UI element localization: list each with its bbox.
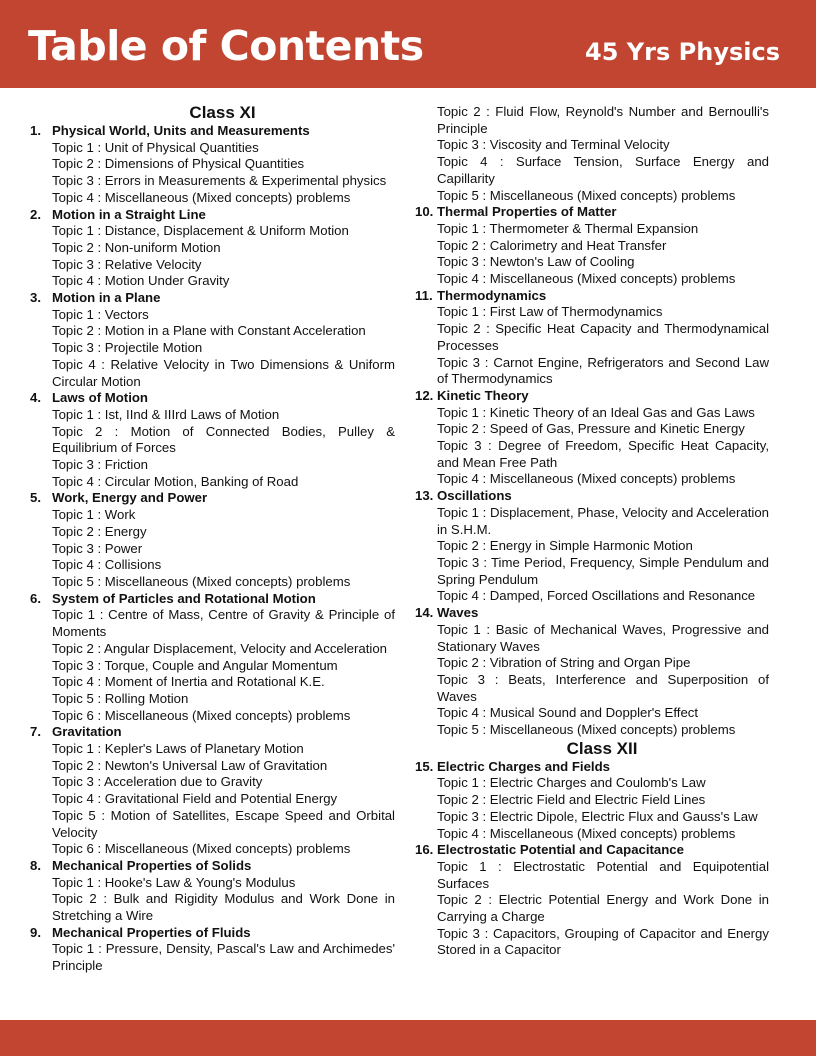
- topic-item[interactable]: Topic 4 : Miscellaneous (Mixed concepts) problems: [437, 271, 736, 287]
- topic-item[interactable]: Topic 1 : Kepler's Laws of Planetary Motion: [52, 741, 304, 757]
- topic-item[interactable]: Topic 3 : Torque, Couple and Angular Momentum: [52, 657, 338, 673]
- class-heading-xii: Class XII: [566, 738, 638, 758]
- topic-item[interactable]: Topic 2 : Calorimetry and Heat Transfer: [437, 237, 667, 253]
- chapter-title: Mechanical Properties of Fluids: [52, 924, 251, 940]
- chapter-heading[interactable]: [415, 842, 769, 859]
- chapter-number: 11.: [415, 287, 433, 303]
- chapter-title: Motion in a Straight Line: [52, 206, 206, 222]
- chapter-number: 1.: [30, 123, 41, 138]
- chapter-title: System of Particles and Rotational Motion: [52, 590, 316, 606]
- topic-item[interactable]: Topic 3 : Beats, Interference and Superposition of Waves: [437, 671, 769, 704]
- topic-item[interactable]: Topic 4 : Circular Motion, Banking of Road: [52, 473, 299, 489]
- chapter-number: 9.: [30, 924, 41, 940]
- chapter-number: 3.: [30, 290, 41, 306]
- topic-item[interactable]: Topic 1 : First Law of Thermodynamics: [437, 304, 663, 320]
- topic-item[interactable]: Topic 2 : Angular Displacement, Velocity and Acceleration: [52, 640, 388, 656]
- chapter-list: [30, 123, 395, 975]
- chapter-heading[interactable]: [30, 123, 395, 140]
- chapter-heading[interactable]: [415, 388, 769, 405]
- topic-item[interactable]: Topic 1 : Electrostatic Potential and Equipotential Surfaces: [437, 858, 769, 891]
- topic-item[interactable]: Topic 1 : Kinetic Theory of an Ideal Gas and Gas Laws: [437, 404, 755, 420]
- topic-item[interactable]: Topic 4 : Moment of Inertia and Rotational K.E.: [52, 674, 325, 690]
- topic-item[interactable]: Topic 1 : Unit of Physical Quantities: [52, 139, 259, 155]
- topic-item[interactable]: Topic 3 : Electric Dipole, Electric Flux and Gauss's Law: [437, 808, 758, 824]
- chapter-title: Electrostatic Potential and Capacitance: [437, 842, 684, 858]
- topic-item[interactable]: Topic 4 : Miscellaneous (Mixed concepts) problems: [437, 471, 736, 487]
- topic-item[interactable]: Topic 2 : Electric Field and Electric Field Lines: [437, 792, 706, 808]
- chapter-number: 6.: [30, 590, 41, 606]
- topic-item[interactable]: Topic 1 : Thermometer & Thermal Expansion: [437, 220, 699, 236]
- topic-item[interactable]: Topic 2 : Motion in a Plane with Constant Acceleration: [52, 323, 366, 339]
- chapter-title: Thermodynamics: [437, 287, 547, 303]
- chapter-title: Laws of Motion: [52, 390, 148, 406]
- topic-item[interactable]: Topic 4 : Musical Sound and Doppler's Effect: [437, 705, 699, 721]
- topic-item[interactable]: Topic 4 : Surface Tension, Surface Energy and Capillarity: [437, 154, 769, 186]
- page-title: Table of Contents: [28, 22, 424, 70]
- left-column: [30, 103, 395, 975]
- chapter-heading[interactable]: [415, 605, 769, 622]
- topic-item[interactable]: Topic 4 : Relative Velocity in Two Dimensions & Uniform Circular Motion: [52, 356, 395, 389]
- chapter-number: 4.: [30, 390, 41, 406]
- topic-item[interactable]: Topic 3 : Newton's Law of Cooling: [437, 254, 635, 270]
- topic-item[interactable]: Topic 4 : Damped, Forced Oscillations and Resonance: [437, 588, 756, 604]
- chapter-heading[interactable]: [415, 288, 769, 305]
- topic-item[interactable]: Topic 6 : Miscellaneous (Mixed concepts) problems: [52, 841, 351, 857]
- chapter-heading[interactable]: [30, 490, 395, 507]
- chapter-number: 13.: [415, 488, 434, 504]
- chapter-number: 7.: [30, 724, 41, 740]
- topic-item[interactable]: Topic 2 : Dimensions of Physical Quantities: [52, 156, 305, 172]
- topic-item[interactable]: Topic 3 : Carnot Engine, Refrigerators and Second Law of Thermodynamics: [437, 354, 769, 387]
- chapter-number: 5.: [30, 490, 41, 506]
- topic-item[interactable]: Topic 3 : Acceleration due to Gravity: [52, 774, 263, 790]
- book-subtitle: 45 Yrs Physics: [585, 38, 780, 66]
- topic-item[interactable]: Topic 1 : Basic of Mechanical Waves, Progressive and Stationary Waves: [437, 621, 769, 654]
- topic-item[interactable]: Topic 1 : Hooke's Law & Young's Modulus: [52, 874, 296, 890]
- topic-item[interactable]: Topic 6 : Miscellaneous (Mixed concepts) problems: [52, 707, 351, 723]
- topic-item[interactable]: Topic 2 : Non-uniform Motion: [52, 239, 221, 255]
- topic-item[interactable]: Topic 3 : Power: [52, 540, 143, 556]
- right-column: [415, 104, 769, 959]
- header-banner: [0, 0, 816, 88]
- topic-item[interactable]: Topic 1 : Work: [52, 507, 136, 523]
- topic-item[interactable]: Topic 4 : Collisions: [52, 557, 162, 573]
- chapter-heading[interactable]: [30, 858, 395, 875]
- chapter-number: 15.: [415, 758, 434, 774]
- topic-item[interactable]: Topic 3 : Relative Velocity: [52, 256, 202, 272]
- topic-item[interactable]: Topic 3 : Friction: [52, 457, 149, 473]
- chapter-heading[interactable]: [415, 759, 769, 776]
- continued-topic-list: [415, 104, 769, 204]
- chapter-number: 2.: [30, 206, 41, 222]
- chapter-title: Mechanical Properties of Solids: [52, 857, 252, 873]
- topic-item[interactable]: Topic 2 : Fluid Flow, Reynold's Number and Bernoulli's Principle: [437, 104, 769, 136]
- chapter-heading[interactable]: [30, 925, 395, 942]
- topic-item[interactable]: Topic 3 : Errors in Measurements & Experimental physics: [52, 173, 387, 189]
- topic-item[interactable]: Topic 4 : Gravitational Field and Potential Energy: [52, 791, 338, 807]
- topic-item[interactable]: Topic 2 : Electric Potential Energy and Work Done in Carrying a Charge: [437, 892, 769, 925]
- chapter-number: 8.: [30, 857, 41, 873]
- topic-item[interactable]: Topic 2 : Specific Heat Capacity and Thermodynamical Processes: [437, 321, 769, 353]
- topic-item[interactable]: Topic 2 : Vibration of String and Organ Pipe: [437, 655, 691, 671]
- topic-item[interactable]: Topic 4 : Miscellaneous (Mixed concepts) problems: [437, 825, 736, 841]
- chapter-heading[interactable]: [30, 290, 395, 307]
- topic-item[interactable]: Topic 3 : Capacitors, Grouping of Capacitor and Energy Stored in a Capacitor: [437, 925, 769, 958]
- topic-item[interactable]: Topic 2 : Newton's Universal Law of Gravitation: [52, 757, 328, 773]
- chapter-heading[interactable]: [415, 488, 769, 505]
- class-heading-xi: Class XI: [189, 103, 256, 122]
- topic-item[interactable]: Topic 1 : Pressure, Density, Pascal's Law and Archimedes' Principle: [52, 941, 395, 974]
- chapter-list: [415, 204, 769, 739]
- topic-item[interactable]: Topic 5 : Rolling Motion: [52, 690, 189, 706]
- chapter-title: Motion in a Plane: [52, 290, 161, 306]
- topic-item[interactable]: Topic 2 : Energy in Simple Harmonic Motion: [437, 538, 693, 554]
- topic-item[interactable]: Topic 4 : Miscellaneous (Mixed concepts) problems: [52, 189, 351, 205]
- topic-item[interactable]: Topic 1 : Centre of Mass, Centre of Gravity & Principle of Moments: [52, 607, 395, 640]
- topic-item[interactable]: Topic 5 : Miscellaneous (Mixed concepts) problems: [437, 187, 736, 203]
- chapter-list: [415, 759, 769, 959]
- chapter-title: Physical World, Units and Measurements: [52, 123, 310, 138]
- chapter-title: Work, Energy and Power: [52, 490, 208, 506]
- chapter-title: Gravitation: [52, 724, 122, 740]
- chapter-heading[interactable]: [30, 724, 395, 741]
- chapter-number: 16.: [415, 842, 434, 858]
- chapter-heading[interactable]: [30, 591, 395, 608]
- chapter-number: 10.: [415, 204, 434, 220]
- topic-item[interactable]: Topic 2 : Bulk and Rigidity Modulus and Work Done in Stretching a Wire: [52, 891, 395, 924]
- topic-item[interactable]: Topic 2 : Energy: [52, 523, 147, 539]
- topic-item[interactable]: Topic 1 : Vectors: [52, 306, 149, 322]
- topic-item[interactable]: Topic 5 : Motion of Satellites, Escape Speed and Orbital Velocity: [52, 807, 395, 840]
- chapter-number: 12.: [415, 387, 434, 403]
- topic-item[interactable]: Topic 3 : Viscosity and Terminal Velocity: [437, 137, 670, 153]
- topic-item[interactable]: Topic 1 : Distance, Displacement & Uniform Motion: [52, 223, 349, 239]
- chapter-number: 14.: [415, 605, 434, 621]
- topic-item[interactable]: Topic 5 : Miscellaneous (Mixed concepts) problems: [437, 722, 736, 738]
- chapter-heading[interactable]: [415, 204, 769, 221]
- chapter-title: Kinetic Theory: [437, 387, 529, 403]
- topic-item[interactable]: Topic 3 : Degree of Freedom, Specific Heat Capacity, and Mean Free Path: [437, 438, 769, 470]
- topic-item[interactable]: Topic 1 : Electric Charges and Coulomb's Law: [437, 775, 706, 791]
- chapter-title: Oscillations: [437, 488, 512, 504]
- chapter-heading[interactable]: [30, 207, 395, 224]
- topic-item[interactable]: Topic 4 : Motion Under Gravity: [52, 273, 230, 289]
- topic-item[interactable]: Topic 3 : Projectile Motion: [52, 340, 203, 356]
- chapter-title: Thermal Properties of Matter: [437, 204, 617, 220]
- topic-item[interactable]: Topic 1 : Ist, IInd & IIIrd Laws of Motion: [52, 406, 280, 422]
- topic-item[interactable]: Topic 2 : Motion of Connected Bodies, Pulley & Equilibrium of Forces: [52, 423, 395, 456]
- topic-item[interactable]: Topic 1 : Displacement, Phase, Velocity and Acceleration in S.H.M.: [437, 504, 769, 537]
- chapter-title: Electric Charges and Fields: [437, 758, 610, 774]
- topic-item[interactable]: Topic 5 : Miscellaneous (Mixed concepts) problems: [52, 573, 351, 589]
- footer-banner: [0, 1020, 816, 1056]
- chapter-heading[interactable]: [30, 390, 395, 407]
- topic-item[interactable]: Topic 3 : Time Period, Frequency, Simple Pendulum and Spring Pendulum: [437, 554, 769, 587]
- topic-item[interactable]: Topic 2 : Speed of Gas, Pressure and Kinetic Energy: [437, 421, 745, 437]
- chapter-title: Waves: [437, 605, 479, 621]
